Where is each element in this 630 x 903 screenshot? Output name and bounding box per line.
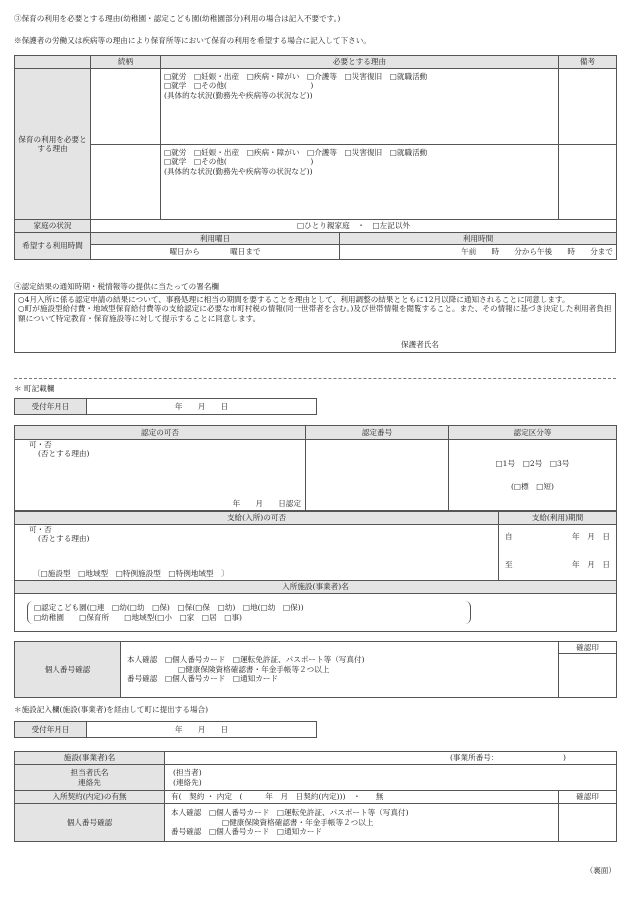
facility-received-label: 受付年月日 <box>15 722 87 738</box>
facility-received-table <box>14 721 317 738</box>
certification-table <box>14 425 617 511</box>
facility-id-check-cell[interactable]: 本人確認 □個人番号カード □運転免許証、パスポート等（写真付) □健康保険資格確認書・年金手帳等２つ以上 番号確認 □個人番号カード □通知カード <box>165 804 559 842</box>
facility-received-date[interactable]: 年 月 日 <box>87 722 317 738</box>
period-header: 支給(利用)期間 <box>499 512 617 525</box>
cert-date: 年 月 日認定 <box>232 498 301 508</box>
facility-id-check-label: 個人番号確認 <box>15 804 165 842</box>
facility-cell[interactable]: □認定こども園(□連 □幼(□幼 □保) □保(□保 □幼) □地(□幼 □保)) □幼稚園 □保育所 □地域型(□小 □家 □居 □事) <box>15 594 617 632</box>
contract-field[interactable]: 有( 契約 ・ 内定 ( 年 月 日契約(内定))) ・ 無 <box>165 791 559 804</box>
office-confirm-seal-label: 確認印 <box>559 642 617 654</box>
remarks-header: 備考 <box>559 56 617 69</box>
facility-sec-title: ＊施設記入欄(施設(事業者)を経由して町に提出する場合) <box>14 705 209 714</box>
relation-cell-1[interactable] <box>91 69 161 145</box>
consent-p2: ○町が施設型給付費・地域型保育給付費等の支給認定に必要な市町村税の情報(同一世帯者を含む。)及び世帯情報を閲覧すること。また、その情報に基づき決定した利用者負担額について特定教育・保育施設等に対して提示することに同意します。 <box>18 304 612 323</box>
supply-table <box>14 511 617 632</box>
relation-cell-2[interactable] <box>91 145 161 220</box>
remarks-cell-1[interactable] <box>559 69 617 145</box>
approval-cell[interactable]: 可・否 (否とする理由) 年 月 日認定 <box>15 440 306 511</box>
days-field[interactable]: 曜日から 曜日まで <box>91 245 340 260</box>
supply-header: 支給(入所)の可否 <box>15 512 499 525</box>
relation-header: 続柄 <box>91 56 161 69</box>
office-received-table <box>14 398 317 415</box>
sec4-title: ④認定結果の通知時期・税情報等の提供に当たっての署名欄 <box>14 282 220 291</box>
facility-confirm-seal-label: 確認印 <box>559 791 617 804</box>
cert-class-cell[interactable]: □1号 □2号 □3号 (□標 □短) <box>449 440 617 511</box>
time-field[interactable]: 午前 時 分から午後 時 分まで <box>340 245 617 260</box>
period-cell[interactable]: 自 年 月 日 至 年 月 日 <box>499 525 617 581</box>
cert-number-cell[interactable] <box>306 440 449 511</box>
cert-no-header: 認定番号 <box>306 426 449 440</box>
back-page-label: （裏面） <box>585 866 616 875</box>
cut-line <box>14 378 616 379</box>
office-id-check-table <box>14 641 617 698</box>
sec3-note: ※保護者の労働又は疾病等の理由により保育所等において保育の利用を希望する場合に記入して下さい。 <box>14 36 371 45</box>
facility-header: 入所施設(事業者)名 <box>15 581 617 594</box>
approval-header: 認定の可否 <box>15 426 306 440</box>
consent-p1: ○4月入所に係る認定申請の結果について、事務処理に相当の期間を要することを理由として、利用調整の結果とともに12月以降に通知されることに同意します。 <box>18 295 570 304</box>
days-header: 利用曜日 <box>91 233 340 245</box>
facility-confirm-seal-box[interactable] <box>559 804 617 842</box>
office-number-field[interactable]: (事業所番号： ) <box>165 752 617 765</box>
office-title: ＊ 町記載欄 <box>14 384 55 393</box>
office-received-date[interactable]: 年 月 日 <box>87 399 317 415</box>
contract-label: 入所契約(内定)の有無 <box>15 791 165 804</box>
guardian-name-field[interactable] <box>449 339 609 350</box>
reason-header: 必要とする理由 <box>161 56 559 69</box>
cert-class-header: 認定区分等 <box>449 426 617 440</box>
usage-time-table <box>14 232 617 260</box>
remarks-cell-2[interactable] <box>559 145 617 220</box>
person-contact-field[interactable]: (担当者) (連絡先) <box>165 765 617 791</box>
facility-name-label: 施設(事業者)名 <box>15 752 165 765</box>
office-id-check-label: 個人番号確認 <box>15 642 121 698</box>
family-label: 家庭の状況 <box>15 220 91 233</box>
reason-options-1[interactable]: □就労 □妊娠・出産 □疾病・障がい □介護等 □災害復旧 □就職活動 □就学 □その他( ) (具体的な状況(勤務先や疾病等の状況など)) <box>161 69 559 145</box>
consent-box <box>14 293 616 353</box>
reason-row-label: 保育の利用を必要とする理由 <box>15 69 91 220</box>
office-received-label: 受付年月日 <box>15 399 87 415</box>
office-confirm-seal-box[interactable] <box>559 654 617 698</box>
time-header: 利用時間 <box>340 233 617 245</box>
facility-types: 〔□施設型 □地域型 □特例施設型 □特例地域型 〕 <box>33 568 229 578</box>
reason-table <box>14 55 617 233</box>
supply-cell[interactable]: 可・否 (否とする理由) 〔□施設型 □地域型 □特例施設型 □特例地域型 〕 <box>15 525 499 581</box>
hope-label: 希望する利用時間 <box>15 233 91 260</box>
sec3-title: ③保育の利用を必要とする理由(幼稚園・認定こども園(幼稚園部分)利用の場合は記入不要です。) <box>14 14 341 23</box>
guardian-name-label: 保護者氏名 <box>401 339 439 349</box>
person-contact-labels: 担当者氏名 連絡先 <box>15 765 165 791</box>
facility-info-table <box>14 751 617 842</box>
office-id-check-cell[interactable]: 本人確認 □個人番号カード □運転免許証、パスポート等（写真付) □健康保険資格確認書・年金手帳等２つ以上 番号確認 □個人番号カード □通知カード <box>121 642 559 698</box>
reason-options-2[interactable]: □就労 □妊娠・出産 □疾病・障がい □介護等 □災害復旧 □就職活動 □就学 □その他( ) (具体的な状況(勤務先や疾病等の状況など)) <box>161 145 559 220</box>
family-options[interactable]: □ひとり親家庭 ・ □左記以外 <box>91 220 617 233</box>
